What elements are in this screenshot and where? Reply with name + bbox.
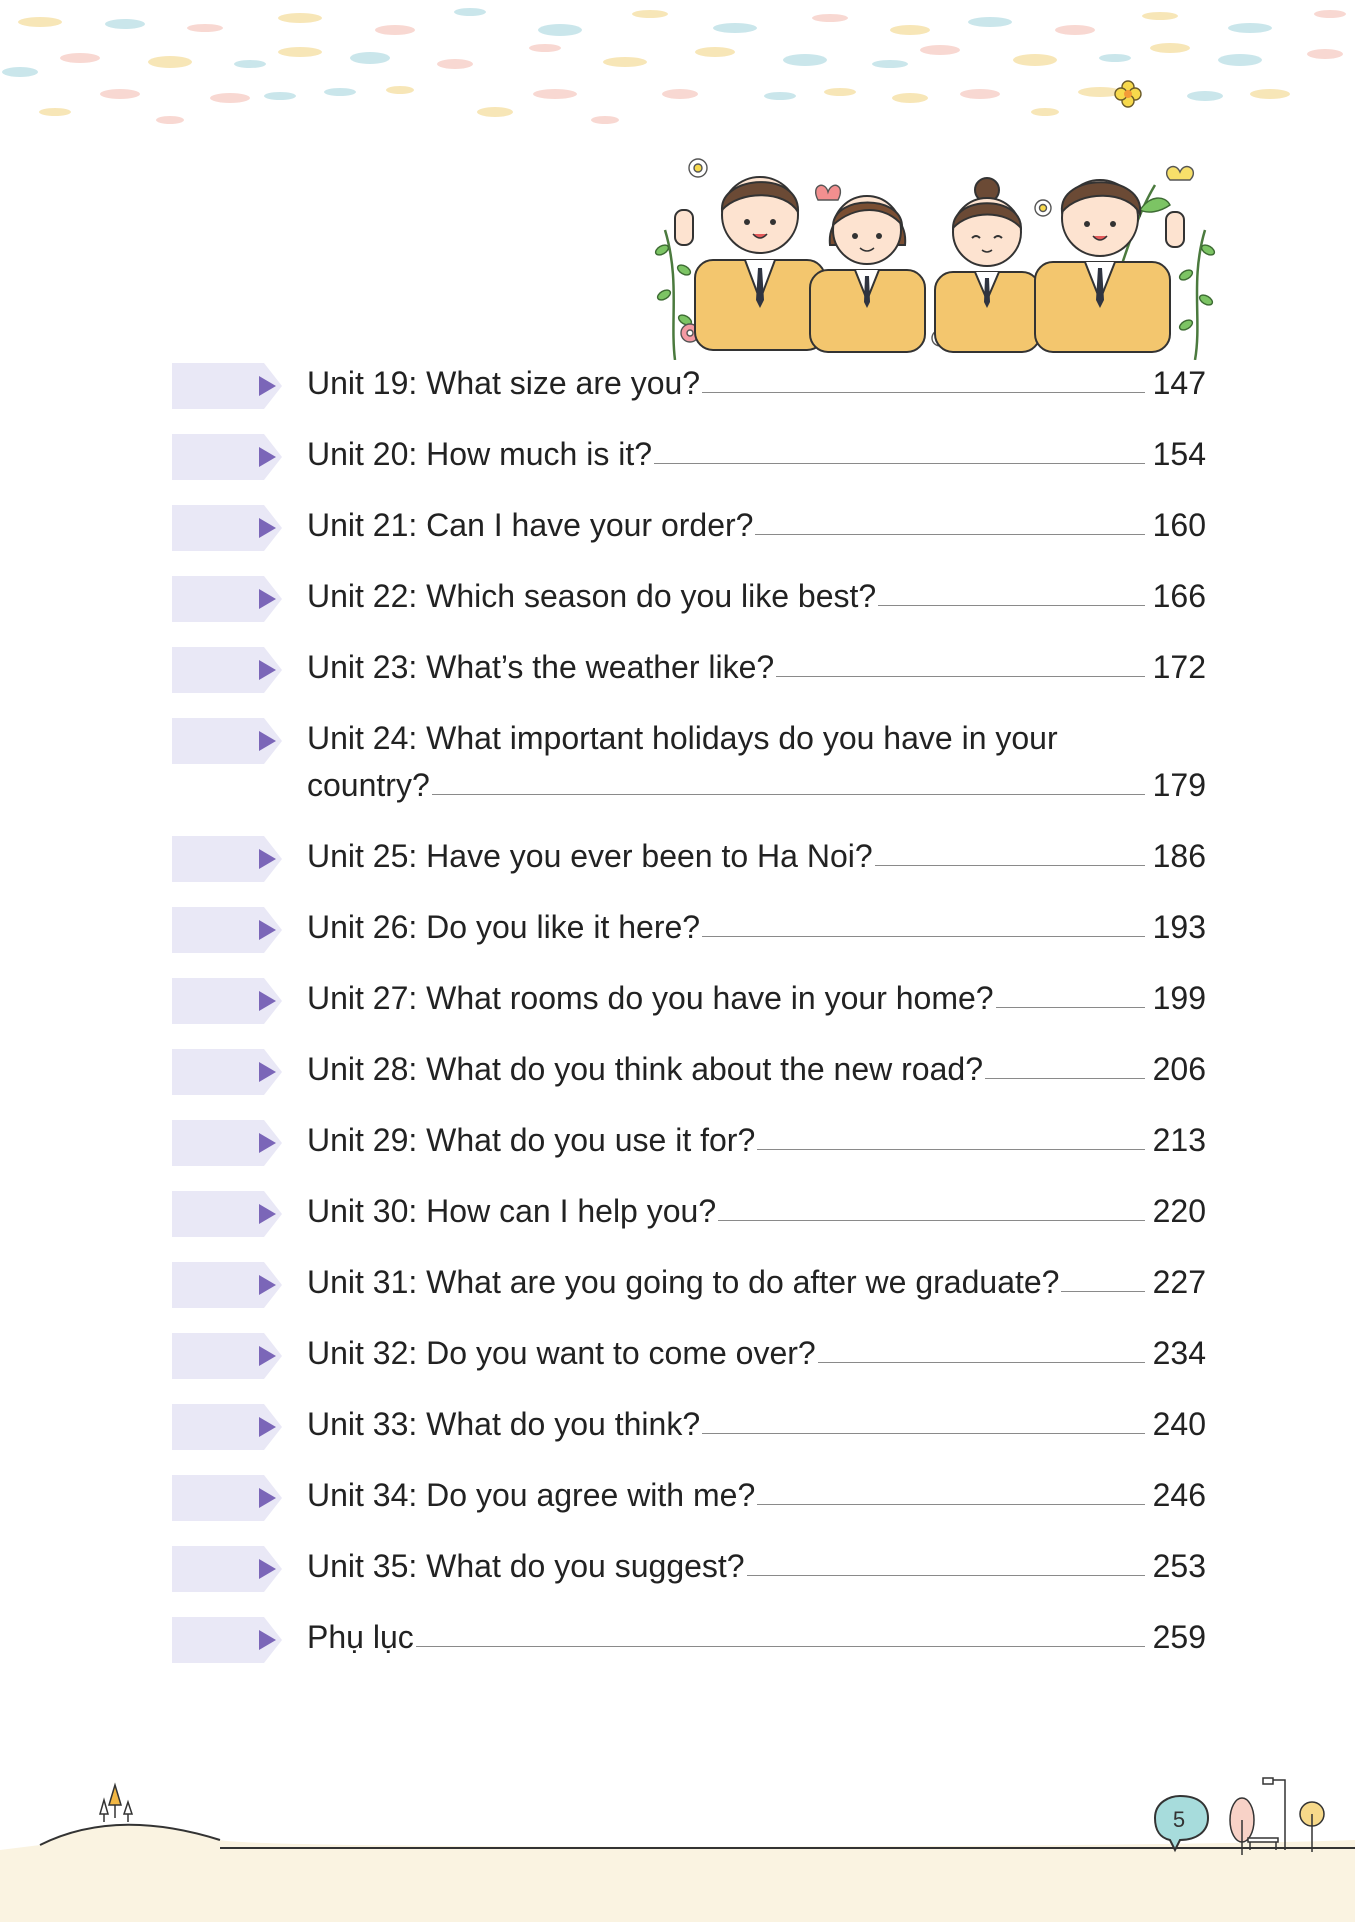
dot-leader bbox=[878, 605, 1145, 606]
play-arrow-icon bbox=[172, 1049, 282, 1095]
play-arrow-icon bbox=[172, 1475, 282, 1521]
toc-entry[interactable] bbox=[172, 975, 1206, 1046]
dot-leader bbox=[1061, 1291, 1145, 1292]
confetti-decoration bbox=[0, 0, 1355, 130]
toc-entry[interactable] bbox=[172, 1259, 1206, 1330]
play-arrow-icon bbox=[172, 505, 282, 551]
dot-leader bbox=[702, 936, 1145, 937]
play-arrow-icon bbox=[172, 1617, 282, 1663]
toc-entry-page: 172 bbox=[1152, 649, 1206, 685]
toc-entry[interactable] bbox=[172, 833, 1206, 904]
toc-entry[interactable] bbox=[172, 360, 1206, 431]
toc-entry-page: 234 bbox=[1152, 1335, 1206, 1371]
toc-entry-title: Phụ lục bbox=[307, 1619, 414, 1655]
toc-entry-title: Unit 34: Do you agree with me? bbox=[307, 1477, 756, 1513]
toc-entry[interactable] bbox=[172, 715, 1206, 833]
toc-entry-page: 213 bbox=[1152, 1122, 1206, 1158]
toc-entry-title: Unit 21: Can I have your order? bbox=[307, 507, 754, 543]
dot-leader bbox=[818, 1362, 1145, 1363]
play-arrow-icon bbox=[172, 647, 282, 693]
dot-leader bbox=[875, 865, 1145, 866]
toc-entry-title: Unit 35: What do you suggest? bbox=[307, 1548, 745, 1584]
toc-entry[interactable] bbox=[172, 1472, 1206, 1543]
toc-entry[interactable] bbox=[172, 1614, 1206, 1685]
dot-leader bbox=[757, 1504, 1145, 1505]
play-arrow-icon bbox=[172, 1546, 282, 1592]
toc-entry-title: Unit 19: What size are you? bbox=[307, 365, 701, 401]
play-arrow-icon bbox=[172, 1191, 282, 1237]
toc-entry-page: 227 bbox=[1152, 1264, 1206, 1300]
toc-entry-page: 246 bbox=[1152, 1477, 1206, 1513]
toc-entry[interactable] bbox=[172, 502, 1206, 573]
play-arrow-icon bbox=[172, 576, 282, 622]
toc-entry-title: Unit 32: Do you want to come over? bbox=[307, 1335, 816, 1371]
play-arrow-icon bbox=[172, 836, 282, 882]
toc-entry-page: 186 bbox=[1152, 838, 1206, 874]
toc-entry-title: Unit 20: How much is it? bbox=[307, 436, 653, 472]
toc-entry-page: 193 bbox=[1152, 909, 1206, 945]
page-number: 5 bbox=[1172, 1807, 1186, 1832]
toc-entry-title: Unit 33: What do you think? bbox=[307, 1406, 701, 1442]
play-arrow-icon bbox=[172, 718, 282, 764]
dot-leader bbox=[985, 1078, 1145, 1079]
dot-leader bbox=[702, 392, 1145, 393]
tree-icon bbox=[100, 1785, 132, 1822]
flower-icon bbox=[1115, 81, 1141, 107]
students-illustration bbox=[650, 150, 1220, 360]
dot-leader bbox=[416, 1646, 1145, 1647]
toc-entry-page: 259 bbox=[1152, 1619, 1206, 1655]
toc-entry-page: 166 bbox=[1152, 578, 1206, 614]
toc-entry-title: Unit 25: Have you ever been to Ha Noi? bbox=[307, 838, 873, 874]
play-arrow-icon bbox=[172, 907, 282, 953]
toc-entry[interactable] bbox=[172, 1188, 1206, 1259]
toc-entry-page: 220 bbox=[1152, 1193, 1206, 1229]
toc-entry-page: 147 bbox=[1152, 365, 1206, 401]
toc-entry-title: Unit 26: Do you like it here? bbox=[307, 909, 701, 945]
play-arrow-icon bbox=[172, 1120, 282, 1166]
toc-entry-page: 253 bbox=[1152, 1548, 1206, 1584]
toc-entry[interactable] bbox=[172, 431, 1206, 502]
toc-entry-page: 206 bbox=[1152, 1051, 1206, 1087]
toc-entry-page: 160 bbox=[1152, 507, 1206, 543]
dot-leader bbox=[747, 1575, 1145, 1576]
toc-entry-title: Unit 24: What important holidays do you have in your bbox=[307, 720, 1058, 756]
toc-entry[interactable] bbox=[172, 1117, 1206, 1188]
toc-entry-page: 199 bbox=[1152, 980, 1206, 1016]
dot-leader bbox=[757, 1149, 1145, 1150]
toc-entry[interactable] bbox=[172, 904, 1206, 975]
dot-leader bbox=[654, 463, 1145, 464]
dot-leader bbox=[432, 794, 1145, 795]
toc-entry-title: Unit 29: What do you use it for? bbox=[307, 1122, 756, 1158]
play-arrow-icon bbox=[172, 978, 282, 1024]
toc-entry[interactable] bbox=[172, 1543, 1206, 1614]
dot-leader bbox=[755, 534, 1145, 535]
toc-entry[interactable] bbox=[172, 644, 1206, 715]
toc-entry-title: Unit 30: How can I help you? bbox=[307, 1193, 717, 1229]
toc-entry[interactable] bbox=[172, 1330, 1206, 1401]
toc-entry-page: 240 bbox=[1152, 1406, 1206, 1442]
toc-entry-title: Unit 31: What are you going to do after we graduate? bbox=[307, 1264, 1060, 1300]
play-arrow-icon bbox=[172, 363, 282, 409]
toc-entry-title: Unit 27: What rooms do you have in your home? bbox=[307, 980, 994, 1016]
toc-entry[interactable] bbox=[172, 1046, 1206, 1117]
toc-entry[interactable] bbox=[172, 573, 1206, 644]
toc-entry-title: Unit 28: What do you think about the new road? bbox=[307, 1051, 983, 1087]
toc-entry[interactable] bbox=[172, 1401, 1206, 1472]
play-arrow-icon bbox=[172, 1262, 282, 1308]
toc-entry-title-continued: country? bbox=[307, 767, 430, 803]
play-arrow-icon bbox=[172, 1404, 282, 1450]
dot-leader bbox=[776, 676, 1145, 677]
dot-leader bbox=[702, 1433, 1145, 1434]
toc-entry-page: 179 bbox=[1152, 767, 1206, 803]
toc-entry-title: Unit 23: What’s the weather like? bbox=[307, 649, 775, 685]
toc-entry-title: Unit 22: Which season do you like best? bbox=[307, 578, 877, 614]
table-of-contents bbox=[172, 360, 1206, 1685]
dot-leader bbox=[996, 1007, 1145, 1008]
dot-leader bbox=[718, 1220, 1145, 1221]
play-arrow-icon bbox=[172, 1333, 282, 1379]
play-arrow-icon bbox=[172, 434, 282, 480]
toc-entry-page: 154 bbox=[1152, 436, 1206, 472]
